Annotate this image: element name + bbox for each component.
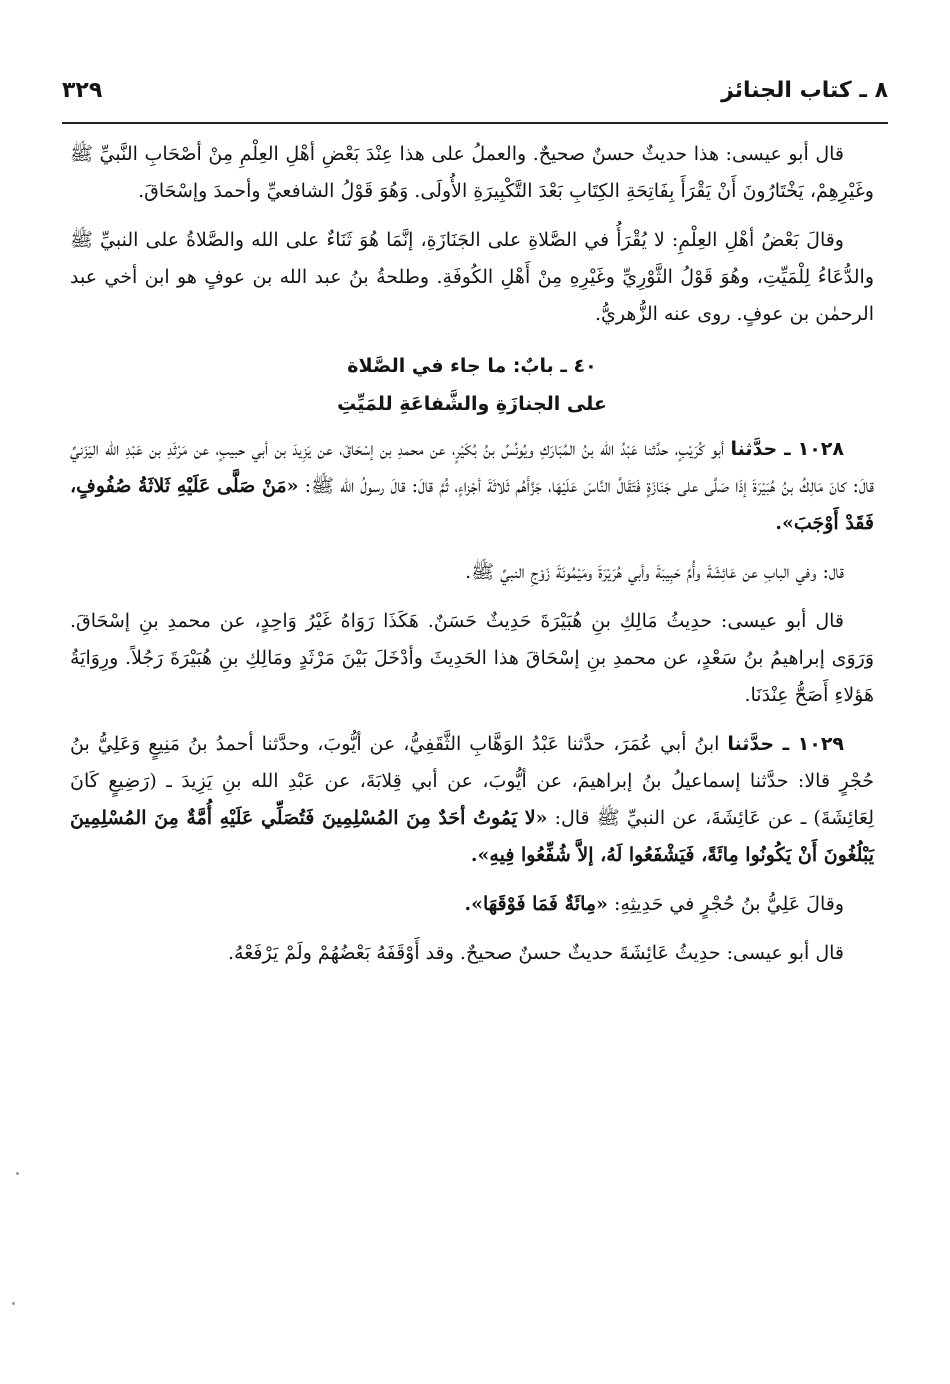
ali-bin-hujr-text: وقالَ عَلِيُّ بنُ حُجْرٍ في حَدِيثِهِ: [613, 893, 844, 915]
paragraph-ali-bin-hujr [70, 886, 874, 923]
chapter-heading [70, 347, 874, 423]
chapter-heading-line-2: على الجنازَةِ والشَّفاعَةِ للمَيِّتِ [337, 393, 607, 415]
hadith-number-1028: ١٠٢٨ ـ حدَّثنا [730, 438, 844, 460]
paragraph-scholars-opinion: وقالَ بَعْضُ أهْلِ العِلْمِ: لا يُقْرَأُ في الصَّلاةِ على الجَنَازَةِ، إنَّمَا هُوَ ثَنَاءٌ على الله والصَّلاةُ على النبيِّ ﷺ والدُّعَاءُ لِلْمَيِّتِ، وهُوَ قَوْلُ الثَّوْرِيِّ وغَيْرِهِ مِنْ أَهْلِ الكُوفَةِ. وطلحةُ بنُ عبد الله بن عوفٍ هو ابن أخي عبد الرحمٰن بن عوفٍ. روى عنه الزُّهريُّ. [70, 229, 874, 325]
paragraph-bab-references: قال: وفي البابِ عن عَائِشَةَ وأُمِّ حَبِيبَةَ وأبي هُرَيْرَةَ ومَيْمُونَةَ زَوْجِ النبيِّ ﷺ. [465, 561, 844, 583]
hadith-1029 [70, 726, 874, 874]
hadith-number-1029: ١٠٢٩ ـ حدَّثنا [727, 733, 845, 755]
hadith-1028-isnad: أبو كُرَيْبٍ، حدَّثنا عَبْدُ الله بنُ المُبَارَكِ ويُونُسُ بنُ بُكَيْرٍ، عن محمدِ بن إسْحَاقَ، عن يَزِيدَ بن أبي حبيبٍ، عن مَرْثَدِ بن عَبْدِ الله اليَزَنيِّ قالَ: كانَ مَالِكُ بنُ هُبَيْرَةَ إذَا صَلَّى على جَنَازَةٍ فَتَقَالَّ النَّاسَ عَلَيْهَا، جَزَّأَهُم ثَلاثَةَ أجْزاءٍ، ثُمَّ قالَ: قالَ رسولُ الله ﷺ: [70, 438, 874, 497]
page-number: ٣٢٩ [62, 78, 103, 103]
hadith-1028-matn: «مَنْ صَلَّى عَلَيْهِ ثَلاثَةُ صُفُوفٍ، فَقَدْ أَوْجَبَ». [70, 475, 874, 534]
chapter-heading-line-1: ٤٠ ـ بابٌ: ما جاء في الصَّلاة [347, 355, 597, 377]
page-header [62, 68, 888, 118]
paragraph-abu-isa-commentary: قال أبو عيسى: هذا حديثٌ حسنٌ صحيحٌ. والعملُ على هذا عِنْدَ بَعْضِ أهْلِ العِلْمِ مِنْ أصْحَابِ النَّبيِّ ﷺ وغَيْرِهِمْ، يَخْتَارُونَ أَنْ يَقْرَأَ بِفَاتِحَةِ الكِتَابِ بَعْدَ التَّكْبِيرَةِ الأُولَى. وَهُوَ قَوْلُ الشافعيِّ وأحمدَ وإسْحَاقَ. [70, 143, 874, 202]
chapter-title: ٨ ـ كتاب الجنائز [721, 78, 888, 103]
scan-speck [16, 1172, 19, 1175]
ali-bin-hujr-matn: «مِائَةٌ فَمَا فَوْقَهَا». [464, 893, 608, 915]
hadith-1029-isnad: ابنُ أبي عُمَرَ، حدَّثنا عَبْدُ الوَهَّابِ الثَّقَفِيُّ، عن أيُّوبَ، وحدَّثنا أحمدُ بنُ مَنِيعٍ وَعَلِيُّ بنُ حُجْرٍ قالا: حدَّثنا إسماعيلُ بنُ إبراهيمَ، عن أيُّوبَ، عن أبي قِلابَةَ، عن عَبْدِ الله بنِ يَزِيدَ ـ (رَضِيعٍ كَانَ لِعَائِشَةَ) ـ عن عَائِشَةَ، عن النبيِّ ﷺ قال: [70, 733, 874, 829]
scan-speck [12, 1302, 15, 1305]
paragraph-abu-isa-on-1028: قال أبو عيسى: حدِيثُ مَالِكِ بنِ هُبَيْرَةَ حَدِيثٌ حَسَنٌ. هَكَذَا رَوَاهُ غَيْرُ وَاحِدٍ، عن محمدِ بنِ إسْحَاقَ. وَرَوَى إبراهيمُ بنُ سَعْدٍ، عن محمدِ بنِ إسْحَاقَ هذا الحَدِيثَ وأدْخَلَ بَيْنَ مَرْثَدٍ ومَالِكِ بنِ هُبَيْرَةَ رَجُلاً. ورِوَايَةُ هَؤلاءِ أَصَحُّ عِنْدَنَا. [70, 610, 874, 706]
hadith-1029-matn: «لا يَمُوتُ أحَدٌ مِنَ المُسْلِمِينَ فَتُصَلِّي عَلَيْهِ أُمَّةٌ مِنَ المُسْلِمِينَ يَبْلُغُونَ أَنْ يَكُونُوا مِائَةً، فَيَشْفَعُوا لَهُ، إلاَّ شُفِّعُوا فِيهِ». [70, 807, 874, 866]
page-body [70, 136, 874, 984]
hadith-1028 [70, 431, 874, 542]
paragraph-abu-isa-on-1029: قال أبو عيسى: حدِيثُ عَائِشَةَ حديثٌ حسنٌ صحيحٌ. وقد أَوْقَفَهُ بَعْضُهُمْ ولَمْ يَرْفَعْهُ. [227, 942, 844, 964]
header-divider [62, 122, 888, 124]
